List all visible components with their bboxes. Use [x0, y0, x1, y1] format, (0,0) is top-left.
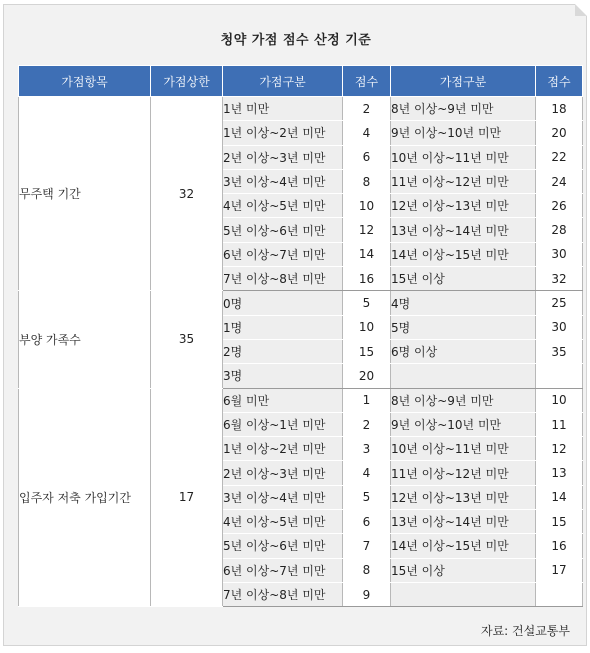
score-left: 1 [343, 388, 391, 412]
division-right: 8년 이상~9년 미만 [391, 97, 536, 121]
score-left: 8 [343, 169, 391, 193]
division-left: 0명 [223, 291, 343, 315]
score-right: 11 [536, 412, 583, 436]
category-label: 부양 가족수 [19, 291, 151, 388]
category-cap: 35 [151, 291, 223, 388]
folded-corner [575, 4, 587, 16]
score-right: 17 [536, 558, 583, 582]
division-left: 5년 이상~6년 미만 [223, 218, 343, 242]
score-left: 10 [343, 194, 391, 218]
score-left: 8 [343, 558, 391, 582]
division-right: 9년 이상~10년 미만 [391, 121, 536, 145]
division-left: 4년 이상~5년 미만 [223, 194, 343, 218]
score-right: 25 [536, 291, 583, 315]
header-cap: 가점상한 [151, 66, 223, 97]
score-right: 28 [536, 218, 583, 242]
score-right [536, 364, 583, 388]
score-left: 14 [343, 242, 391, 266]
score-left: 4 [343, 121, 391, 145]
score-left: 15 [343, 339, 391, 363]
score-right: 20 [536, 121, 583, 145]
category-label: 입주자 저축 가입기간 [19, 388, 151, 607]
division-left: 5년 이상~6년 미만 [223, 534, 343, 558]
source-note: 자료: 건설교통부 [480, 624, 570, 638]
division-left: 6월 이상~1년 미만 [223, 412, 343, 436]
table-panel [3, 4, 587, 646]
score-right: 22 [536, 145, 583, 169]
division-right [391, 364, 536, 388]
header-division-right: 가점구분 [391, 66, 536, 97]
division-left: 1년 이상~2년 미만 [223, 121, 343, 145]
table-body [19, 97, 583, 607]
score-right: 35 [536, 339, 583, 363]
header-division-left: 가점구분 [223, 66, 343, 97]
table-row [19, 291, 583, 315]
header-item: 가점항목 [19, 66, 151, 97]
division-right: 12년 이상~13년 미만 [391, 485, 536, 509]
division-left: 2년 이상~3년 미만 [223, 145, 343, 169]
division-right: 10년 이상~11년 미만 [391, 437, 536, 461]
division-right [391, 582, 536, 606]
division-left: 7년 이상~8년 미만 [223, 582, 343, 606]
table-title: 청약 가점 점수 산정 기준 [220, 33, 372, 48]
division-right: 13년 이상~14년 미만 [391, 218, 536, 242]
division-left: 1년 이상~2년 미만 [223, 437, 343, 461]
score-left: 5 [343, 291, 391, 315]
score-left: 6 [343, 145, 391, 169]
score-left: 10 [343, 315, 391, 339]
score-left: 6 [343, 510, 391, 534]
category-cap: 17 [151, 388, 223, 607]
category-label: 무주택 기간 [19, 97, 151, 291]
division-right: 5명 [391, 315, 536, 339]
score-right: 10 [536, 388, 583, 412]
score-right: 24 [536, 169, 583, 193]
division-left: 3명 [223, 364, 343, 388]
division-left: 6년 이상~7년 미만 [223, 242, 343, 266]
division-left: 2년 이상~3년 미만 [223, 461, 343, 485]
score-left: 5 [343, 485, 391, 509]
score-left: 3 [343, 437, 391, 461]
score-right: 14 [536, 485, 583, 509]
division-left: 7년 이상~8년 미만 [223, 267, 343, 291]
score-left: 2 [343, 97, 391, 121]
score-left: 16 [343, 267, 391, 291]
score-right: 13 [536, 461, 583, 485]
division-left: 3년 이상~4년 미만 [223, 485, 343, 509]
table-row [19, 97, 583, 121]
division-left: 4년 이상~5년 미만 [223, 510, 343, 534]
division-right: 12년 이상~13년 미만 [391, 194, 536, 218]
score-right: 30 [536, 315, 583, 339]
division-right: 10년 이상~11년 미만 [391, 145, 536, 169]
score-right: 30 [536, 242, 583, 266]
score-right [536, 582, 583, 606]
score-right: 32 [536, 267, 583, 291]
score-table [18, 65, 583, 607]
division-right: 11년 이상~12년 미만 [391, 461, 536, 485]
header-score-right: 점수 [536, 66, 583, 97]
score-left: 9 [343, 582, 391, 606]
score-right: 16 [536, 534, 583, 558]
table-row [19, 388, 583, 412]
score-right: 15 [536, 510, 583, 534]
division-right: 11년 이상~12년 미만 [391, 169, 536, 193]
division-right: 15년 이상 [391, 267, 536, 291]
division-right: 8년 이상~9년 미만 [391, 388, 536, 412]
score-left: 20 [343, 364, 391, 388]
header-score-left: 점수 [343, 66, 391, 97]
division-right: 15년 이상 [391, 558, 536, 582]
division-left: 1년 미만 [223, 97, 343, 121]
division-right: 14년 이상~15년 미만 [391, 534, 536, 558]
division-right: 9년 이상~10년 미만 [391, 412, 536, 436]
division-left: 2명 [223, 339, 343, 363]
score-left: 2 [343, 412, 391, 436]
division-left: 1명 [223, 315, 343, 339]
division-right: 4명 [391, 291, 536, 315]
header-row [19, 66, 583, 97]
division-right: 14년 이상~15년 미만 [391, 242, 536, 266]
division-right: 6명 이상 [391, 339, 536, 363]
division-left: 3년 이상~4년 미만 [223, 169, 343, 193]
division-left: 6월 미만 [223, 388, 343, 412]
division-right: 13년 이상~14년 미만 [391, 510, 536, 534]
score-right: 12 [536, 437, 583, 461]
score-right: 18 [536, 97, 583, 121]
category-cap: 32 [151, 97, 223, 291]
division-left: 6년 이상~7년 미만 [223, 558, 343, 582]
score-left: 12 [343, 218, 391, 242]
score-left: 7 [343, 534, 391, 558]
score-left: 4 [343, 461, 391, 485]
score-right: 26 [536, 194, 583, 218]
